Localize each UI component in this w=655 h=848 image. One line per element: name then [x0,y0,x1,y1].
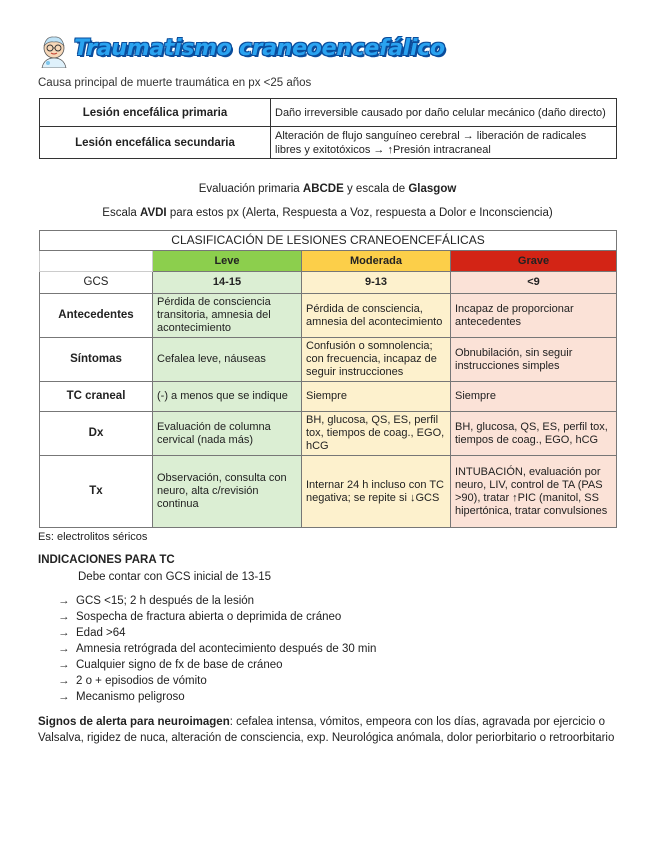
signos-bold: Signos de alerta para neuroimagen [38,716,230,728]
table-row [40,272,617,294]
list-item-text: Mecanismo peligroso [76,691,185,703]
list-item-text: Cualquier signo de fx de base de cráneo [76,659,283,671]
tc-craneal-moderada: Siempre [302,382,451,412]
list-item-text: Sospecha de fractura abierta o deprimida de cráneo [76,611,342,623]
dx-label: Dx [40,412,153,456]
antecedentes-moderada: Pérdida de consciencia, amnesia del acontecimiento [302,294,451,338]
list-item [58,595,254,607]
subtitle: Causa principal de muerte traumática en px <25 años [38,77,312,89]
list-item [58,643,376,655]
es-note: Es: electrolitos séricos [38,531,148,543]
tc-craneal-label: TC craneal [40,382,153,412]
table-header-row [40,251,617,272]
header-leve: Leve [153,251,302,272]
table-row [40,338,617,382]
doctor-avatar-icon [38,34,70,68]
tx-moderada: Internar 24 h incluso con TC negativa; se repite si ↓GCS [302,456,451,528]
tc-craneal-grave: Siempre [451,382,617,412]
indicaciones-intro: Debe contar con GCS inicial de 13-15 [78,571,272,583]
table-row [40,456,617,528]
clasificacion-title: CLASIFICACIÓN DE LESIONES CRANEOENCEFÁLICAS [40,231,617,251]
antecedentes-leve: Pérdida de consciencia transitoria, amnesia del acontecimiento [153,294,302,338]
empty-header-cell [40,251,153,272]
arrow-icon: → [58,595,70,607]
avdi-suffix: para estos px (Alerta, Respuesta a Voz, respuesta a Dolor e Inconsciencia) [166,207,553,219]
antecedentes-grave: Incapaz de proporcionar antecedentes [451,294,617,338]
list-item-text: 2 o + episodios de vómito [76,675,207,687]
table-row [40,412,617,456]
tc-craneal-leve: (-) a menos que se indique [153,382,302,412]
header-moderada: Moderada [302,251,451,272]
gcs-leve: 14-15 [153,272,302,294]
gcs-grave: <9 [451,272,617,294]
arrow-icon: → [58,659,70,671]
evaluacion-mid: y escala de [343,183,409,195]
list-item-text: GCS <15; 2 h después de la lesión [76,595,255,607]
avdi-bold: AVDI [140,207,167,219]
antecedentes-label: Antecedentes [40,294,153,338]
lesiones-table [39,98,617,159]
gcs-moderada: 9-13 [302,272,451,294]
lesion-primaria-desc: Daño irreversible causado por daño celular mecánico (daño directo) [271,99,617,127]
arrow-icon: → [58,627,70,639]
evaluacion-prefix: Evaluación primaria [198,183,303,195]
tx-label: Tx [40,456,153,528]
table-title-row [40,231,617,251]
sintomas-grave: Obnubilación, sin seguir instrucciones simples [451,338,617,382]
page-title: Traumatismo craneoencefálico [74,36,445,61]
lesion-secundaria-label: Lesión encefálica secundaria [40,127,271,159]
table-row [40,294,617,338]
table-row [40,127,617,159]
signos-text: : cefalea intensa, vómitos, empeora con los días, agravada por ejercicio o Valsalva, rigidez de nuca, alteración de consciencia, exp. Neurológica anómala, dolor periorbitario o retroorbitario [38,716,615,744]
gcs-label: GCS [40,272,153,294]
list-item [58,691,185,703]
lesion-secundaria-desc: Alteración de flujo sanguíneo cerebral → liberación de radicales libres y exitotóxicos → ↑Presión intracraneal [271,127,617,159]
table-row [40,382,617,412]
signos-paragraph [38,714,618,746]
dx-leve: Evaluación de columna cervical (nada más) [153,412,302,456]
indicaciones-title: INDICACIONES PARA TC [38,554,175,566]
sintomas-leve: Cefalea leve, náuseas [153,338,302,382]
list-item [58,675,207,687]
arrow-icon: → [58,611,70,623]
arrow-icon: → [58,675,70,687]
evaluacion-line [0,183,655,195]
list-item-text: Amnesia retrógrada del acontecimiento después de 30 min [76,643,377,655]
arrow-icon: → [58,691,70,703]
list-item [58,611,341,623]
clasificacion-table [39,230,617,528]
tx-grave: INTUBACIÓN, evaluación por neuro, LIV, control de TA (PAS >90), tratar ↑PIC (manitol, SS hipertónica, tratar convulsiones [451,456,617,528]
tx-leve: Observación, consulta con neuro, alta c/revisión continua [153,456,302,528]
lesion-primaria-label: Lesión encefálica primaria [40,99,271,127]
list-item-text: Edad >64 [76,627,126,639]
dx-moderada: BH, glucosa, QS, ES, perfil tox, tiempos de coag., EGO, hCG [302,412,451,456]
header-grave: Grave [451,251,617,272]
sintomas-moderada: Confusión o somnolencia; con frecuencia, incapaz de seguir instrucciones [302,338,451,382]
evaluacion-glasgow: Glasgow [408,183,457,195]
avdi-prefix: Escala [102,207,140,219]
table-row [40,99,617,127]
list-item [58,659,283,671]
arrow-icon: → [58,643,70,655]
list-item [58,627,126,639]
avdi-line [0,207,655,219]
dx-grave: BH, glucosa, QS, ES, perfil tox, tiempos de coag., EGO, hCG [451,412,617,456]
evaluacion-abcde: ABCDE [302,183,344,195]
sintomas-label: Síntomas [40,338,153,382]
